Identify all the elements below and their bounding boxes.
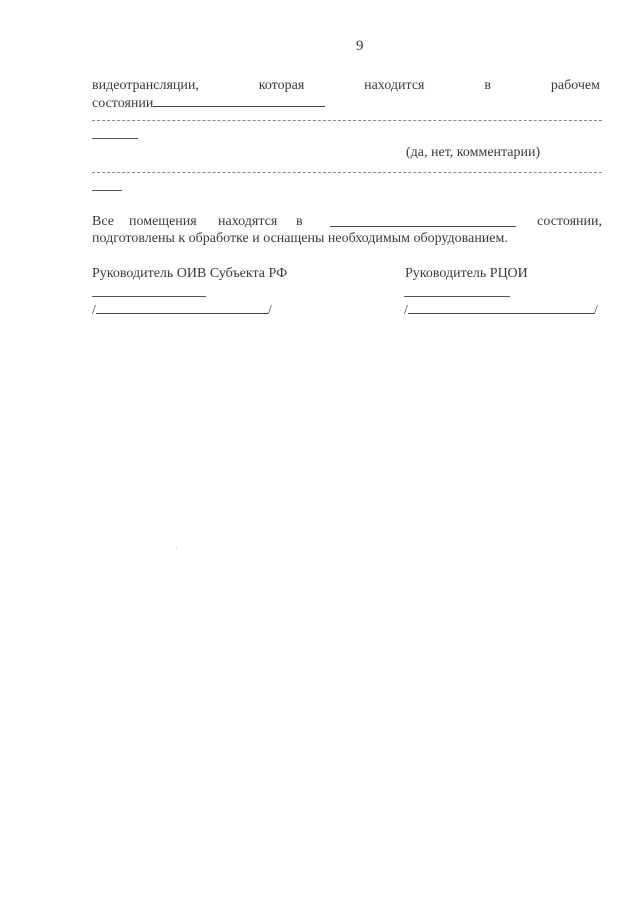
right-slash-open: / [404, 303, 408, 318]
scan-speck [176, 548, 177, 549]
right-name-line [404, 301, 598, 319]
left-signature-title: Руководитель ОИВ Субъекта РФ [92, 266, 288, 281]
paragraph-1-line-2 [92, 94, 325, 112]
paragraph-1-line-1 [92, 78, 600, 94]
state-label: состоянии [92, 96, 154, 111]
word-4: в [484, 78, 491, 93]
page-number: 9 [356, 38, 364, 54]
fill-line-1-tail[interactable] [92, 138, 138, 139]
state-blank[interactable] [153, 94, 325, 107]
fill-line-1[interactable] [92, 120, 602, 121]
word-3: находится [364, 78, 425, 93]
paragraph-2-line-1 [92, 214, 602, 230]
p2-line1-end: состоянии, [537, 214, 602, 229]
right-slash-close: / [593, 303, 598, 318]
left-name-blank[interactable] [96, 301, 268, 314]
left-signature-line[interactable] [92, 296, 206, 297]
p2-word-3: находятся [218, 214, 278, 229]
fill-line-2[interactable] [92, 172, 602, 173]
right-signature-title: Руководитель РЦОИ [405, 266, 528, 281]
right-name-blank[interactable] [408, 301, 594, 314]
word-5: рабочем [550, 78, 600, 93]
answer-hint: (да, нет, комментарии) [406, 145, 541, 160]
p2-word-4: в [296, 214, 303, 229]
paragraph-2-line-2: подготовлены к обработке и оснащены необходимым оборудованием. [92, 231, 508, 246]
fill-line-2-tail[interactable] [92, 190, 122, 191]
word-2: которая [258, 78, 305, 93]
p2-word-1: Все [92, 214, 114, 229]
p2-word-2: помещения [129, 214, 197, 229]
right-signature-line[interactable] [404, 296, 510, 297]
condition-blank[interactable] [330, 214, 516, 227]
word-1: видеотрансляции, [92, 78, 199, 93]
left-slash-close: / [267, 303, 272, 318]
left-slash-open: / [92, 303, 96, 318]
left-name-line [92, 301, 272, 319]
